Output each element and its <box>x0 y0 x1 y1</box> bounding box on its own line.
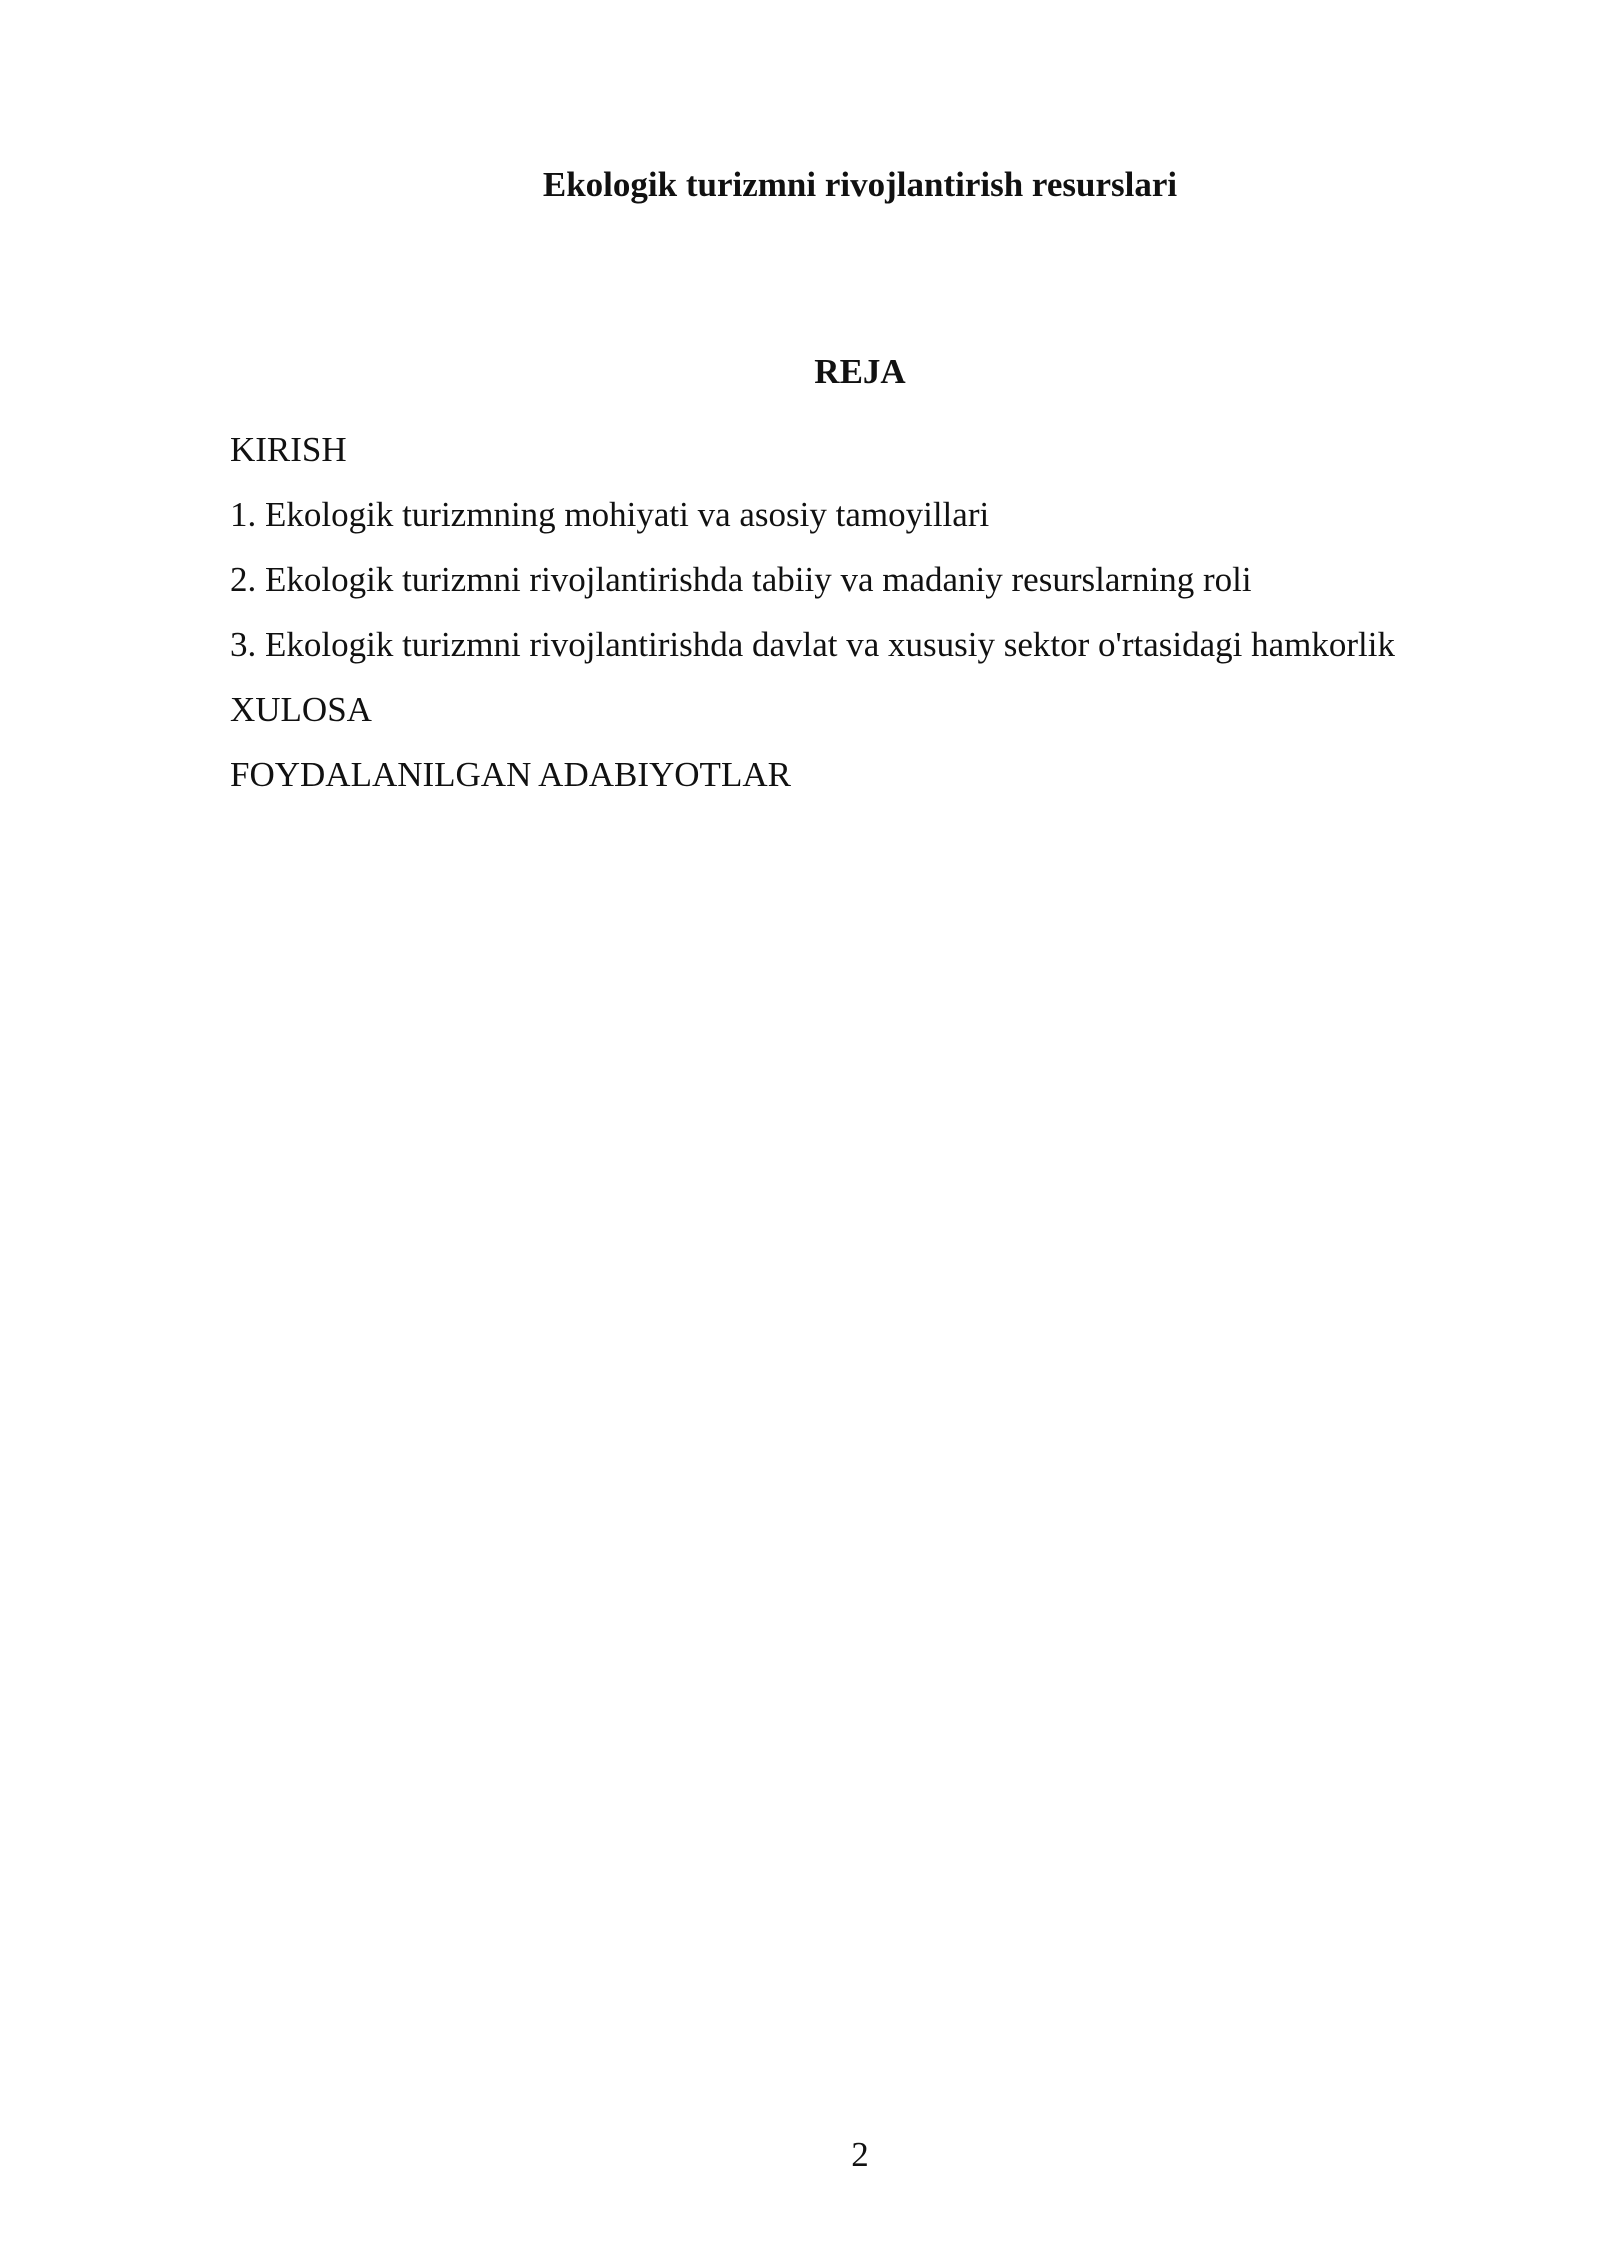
page-number: 2 <box>851 2135 869 2174</box>
plan-item-references: FOYDALANILGAN ADABIYOTLAR <box>230 755 791 794</box>
document-title: Ekologik turizmni rivojlantirish resurslari <box>542 165 1178 204</box>
plan-item-1: 1. Ekologik turizmning mohiyati va asosiy tamoyillari <box>230 495 990 534</box>
plan-heading: REJA <box>814 352 906 391</box>
plan-item-2: 2. Ekologik turizmni rivojlantirishda tabiiy va madaniy resurslarning roli <box>230 560 1252 599</box>
plan-item-introduction: KIRISH <box>230 430 347 469</box>
plan-list <box>230 417 1570 807</box>
plan-item-conclusion: XULOSA <box>230 690 372 729</box>
plan-item-3: 3. Ekologik turizmni rivojlantirishda davlat va xususiy sektor o'rtasidagi hamkorlik <box>230 625 1395 664</box>
